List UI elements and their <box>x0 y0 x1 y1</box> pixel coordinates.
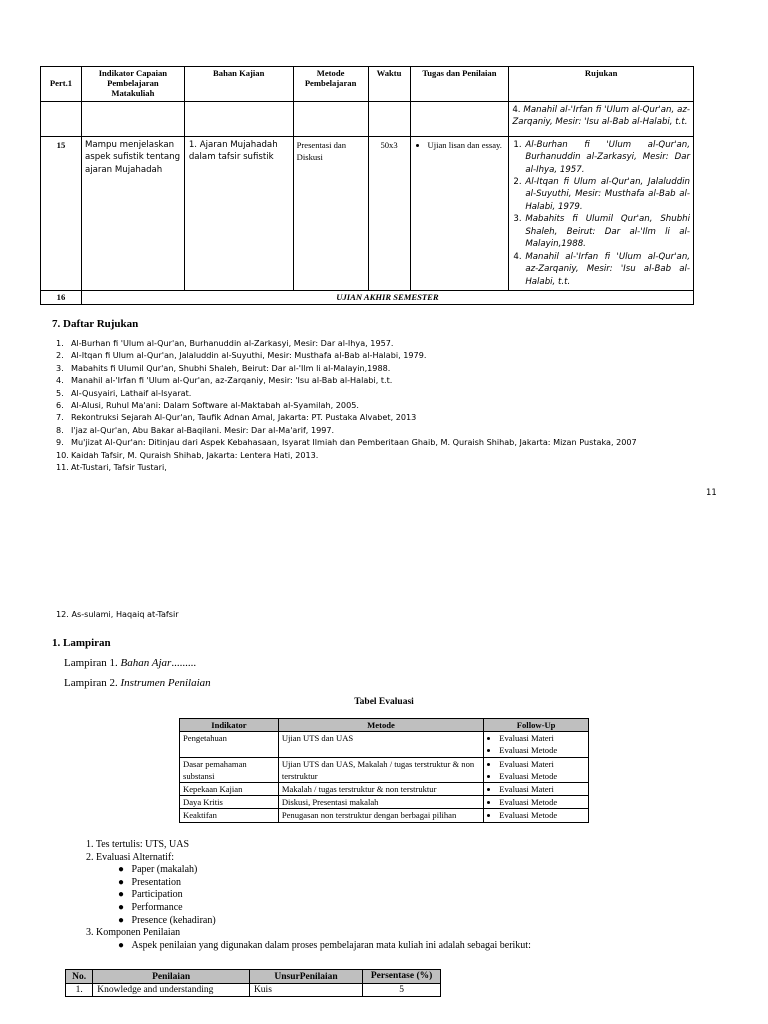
list-item: ● Participation <box>118 889 183 901</box>
list-item: 2. Evaluasi Alternatif: <box>86 851 175 863</box>
evaluation-table <box>179 718 589 823</box>
header-tugas: Tugas dan Penilaian <box>410 67 509 102</box>
lampiran-line: Lampiran 1. Bahan Ajar......... <box>64 657 197 669</box>
list-item: 2. Al-Itqan fi Ulum al-Qur'an, Jalaluddin al-Suyuthi, Mesir: Musthafa al-Bab al-Halabi, 1979. <box>524 176 690 213</box>
list-number: 11. <box>56 462 69 473</box>
cell-follow-up <box>484 796 589 809</box>
cell-indikator: Pengetahuan <box>180 732 279 757</box>
list-item: • Evaluasi Materi <box>499 783 585 795</box>
row15-bahan: 1. Ajaran Mujahadah dalam tafsir sufistik <box>184 136 293 290</box>
list-text: Al-Burhan fi 'Ulum al-Qur'an, Burhanuddin al-Zarkasyi, Mesir: Dar al-Ihya, 1957. <box>71 338 394 348</box>
list-item: 1. Al-Burhan fi 'Ulum al-Qur'an, Burhanuddin al-Zarkasyi, Mesir: Dar al-Ihya, 1957. <box>524 139 690 176</box>
list-text: Mabahits fi Ulumil Qur'an, Shubhi Shaleh, Beirut: Dar al-'Ilm li al-Malayin,1988. <box>71 362 391 373</box>
reference-list <box>56 337 637 473</box>
header-follow-up: Follow-Up <box>484 719 589 732</box>
list-text: Al-Alusi, Ruhul Ma'ani: Dalam Software al-Maktabah al-Syamilah, 2005. <box>71 400 359 411</box>
header-indikator: Indikator <box>180 719 279 732</box>
evaluation-header-row <box>180 719 589 732</box>
list-item: ● Presence (kehadiran) <box>118 914 216 926</box>
lampiran-line: Lampiran 2. Instrumen Penilaian <box>64 677 211 689</box>
list-item <box>56 374 637 386</box>
cell-follow-up <box>484 783 589 796</box>
cell-metode: Ujian UTS dan UAS, Makalah / tugas terstruktur & non terstruktur <box>278 757 483 782</box>
list-number: 7. <box>56 412 64 423</box>
rps-table <box>40 66 694 305</box>
cell-unsur: Kuis <box>249 984 362 997</box>
list-number: 2. <box>56 350 64 361</box>
row15-tugas <box>410 136 509 290</box>
table-row <box>180 809 589 822</box>
list-text: Al-Qusyairi, Lathaif al-Isyarat. <box>71 387 192 398</box>
cell-penilaian: Knowledge and understanding <box>93 984 250 997</box>
header-unsur: UnsurPenilaian <box>249 970 362 984</box>
table-row <box>41 101 694 136</box>
table-row <box>180 783 589 796</box>
list-item: ● Aspek penilaian yang digunakan dalam proses pembelajaran mata kuliah ini adalah sebagai berikut: <box>118 939 531 951</box>
list-number: 6. <box>56 400 64 411</box>
section-title: 1. Lampiran <box>52 637 111 649</box>
list-number: 1. <box>56 338 64 348</box>
cell-indikator: Dasar pemahaman substansi <box>180 757 279 782</box>
list-item: 3. Komponen Penilaian <box>86 927 181 939</box>
cell-no: 1. <box>66 984 93 997</box>
list-number: 3. <box>56 362 64 373</box>
list-item <box>56 461 637 473</box>
cell-metode: Ujian UTS dan UAS <box>278 732 483 757</box>
header-penilaian: Penilaian <box>93 970 250 984</box>
cell-persen: 5 <box>363 984 441 997</box>
list-item: • Ujian lisan dan essay. <box>428 139 506 151</box>
list-number: 10. <box>56 449 69 460</box>
list-text: Manahil al-'Irfan fi 'Ulum al-Qur'an, az-Zarqaniy, Mesir: 'Isu al-Bab al-Halabi, t.t. <box>71 375 393 386</box>
list-text: I'jaz al-Qur'an, Abu Bakar al-Baqilani. Mesir: Dar al-Ma'arif, 1997. <box>71 424 335 435</box>
continued-reference: 4. Manahil al-'Irfan fi 'Ulum al-Qur'an, az-Zarqaniy, Mesir: 'Isu al-Bab al-Halabi, t.t. <box>509 101 694 136</box>
list-text: At-Tustari, Tafsir Tustari, <box>71 462 167 473</box>
list-text: Mu'jizat Al-Qur'an: Ditinjau dari Aspek Kebahasaan, Isyarat Ilmiah dan Pemberitaan Ghaib, M. Quraish Shihab, Jakarta: Mizan Pustaka, 2007 <box>71 437 637 448</box>
table-row <box>41 136 694 290</box>
list-item <box>56 337 637 349</box>
list-item: 1. Tes tertulis: UTS, UAS <box>86 839 190 850</box>
header-persentase: Persentase (%) <box>363 970 441 984</box>
list-item: • Evaluasi Metode <box>499 809 585 821</box>
table-row <box>180 757 589 782</box>
list-item <box>56 399 637 411</box>
list-text: Rekontruksi Sejarah Al-Qur'an, Taufik Adnan Amal, Jakarta: PT. Pustaka Alvabet, 2013 <box>71 412 417 423</box>
list-number: 9. <box>56 437 64 448</box>
table-row <box>66 984 441 997</box>
list-text: Al-Itqan fi Ulum al-Qur'an, Jalaluddin al-Suyuthi, Mesir: Musthafa al-Bab al-Halabi, 1979. <box>71 350 427 361</box>
list-item: ● Performance <box>118 901 183 913</box>
table-row <box>180 796 589 809</box>
cell-follow-up <box>484 732 589 757</box>
list-text: Kaidah Tafsir, M. Quraish Shihab, Jakarta: Lentera Hati, 2013. <box>71 449 319 460</box>
list-item: • Evaluasi Materi <box>499 732 585 744</box>
row16-label: UJIAN AKHIR SEMESTER <box>81 291 693 304</box>
list-item <box>56 349 637 361</box>
list-item <box>56 436 637 448</box>
cell-metode: Makalah / tugas terstruktur & non terstruktur <box>278 783 483 796</box>
row15-rujukan <box>509 136 694 290</box>
penilaian-table <box>65 969 441 997</box>
list-item: 4. Manahil al-'Irfan fi 'Ulum al-Qur'an, az-Zarqaniy, Mesir: 'Isu al-Bab al-Halabi, t.t. <box>524 251 690 288</box>
table-row <box>41 291 694 304</box>
row15-indikator: Mampu menjelaskan aspek sufistik tentang ajaran Mujahadah <box>81 136 184 290</box>
table-row <box>180 732 589 757</box>
list-item: • Evaluasi Metode <box>499 796 585 808</box>
list-item <box>56 424 637 436</box>
cell-indikator: Keaktifan <box>180 809 279 822</box>
list-item: • Evaluasi Metode <box>499 770 585 782</box>
header-bahan: Bahan Kajian <box>184 67 293 102</box>
cell-follow-up <box>484 809 589 822</box>
cell-indikator: Daya Kritis <box>180 796 279 809</box>
cell-metode: Penugasan non terstruktur dengan berbagai pilihan <box>278 809 483 822</box>
header-metode: Metode <box>278 719 483 732</box>
header-waktu: Waktu <box>368 67 410 102</box>
list-item <box>56 449 637 461</box>
list-number: 8. <box>56 424 64 435</box>
row15-pert: 15 <box>41 136 82 290</box>
list-item <box>56 387 637 399</box>
cell-indikator: Kepekaan Kajian <box>180 783 279 796</box>
header-no: No. <box>66 970 93 984</box>
list-number: 4. <box>56 375 64 386</box>
list-item: 12. As-sulami, Haqaiq at-Tafsir <box>56 609 179 619</box>
header-metode: Metode Pembelajaran <box>293 67 368 102</box>
cell-metode: Diskusi, Presentasi makalah <box>278 796 483 809</box>
row15-metode: Presentasi dan Diskusi <box>293 136 368 290</box>
header-pert: Pert.1 <box>41 67 82 102</box>
row15-waktu: 50x3 <box>368 136 410 290</box>
evaluation-list <box>86 839 531 952</box>
list-item: • Evaluasi Materi <box>499 758 585 770</box>
table-title: Tabel Evaluasi <box>354 697 414 707</box>
list-item <box>56 411 637 423</box>
rps-header-row <box>41 67 694 102</box>
header-indikator: Indikator Capaian Pembelajaran Matakuliah <box>81 67 184 102</box>
page-number: 11 <box>706 487 717 497</box>
list-item: 3. Mabahits fi Ulumil Qur'an, Shubhi Shaleh, Beirut: Dar al-'Ilm li al-Malayin,1988. <box>524 213 690 250</box>
list-item: • Evaluasi Metode <box>499 744 585 756</box>
header-rujukan: Rujukan <box>509 67 694 102</box>
list-item <box>56 362 637 374</box>
cell-follow-up <box>484 757 589 782</box>
section-title: 7. Daftar Rujukan <box>52 318 139 330</box>
penilaian-header-row <box>66 970 441 984</box>
row16-pert: 16 <box>41 291 82 304</box>
list-number: 5. <box>56 387 64 398</box>
list-item: ● Presentation <box>118 876 181 888</box>
list-item: ● Paper (makalah) <box>118 864 198 876</box>
